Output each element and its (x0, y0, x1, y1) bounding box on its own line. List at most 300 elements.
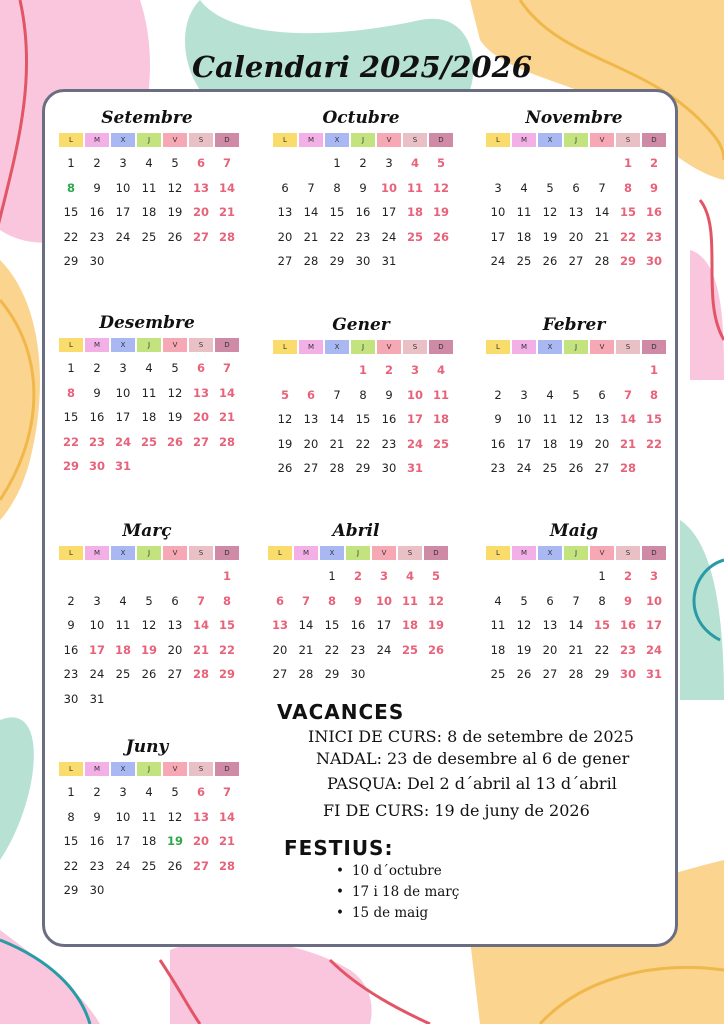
day-cell: 12 (516, 618, 532, 633)
empty-cell (538, 358, 562, 383)
day-cell: 25 (516, 254, 532, 269)
month-name: Setembre (101, 108, 193, 128)
day-cell: 22 (63, 858, 79, 873)
day-cell: 6 (306, 387, 315, 402)
day-cell: 28 (329, 461, 345, 476)
day-cell: 4 (546, 387, 554, 402)
day-cell: 27 (277, 254, 293, 269)
day-cell: 19 (277, 436, 293, 451)
day-cell: 14 (218, 385, 235, 400)
month-10 (59, 735, 235, 903)
day-cell: 7 (301, 593, 310, 608)
month-name: Abril (332, 521, 380, 541)
days-grid (59, 780, 235, 903)
day-cell: 26 (432, 229, 449, 244)
empty-cell (268, 564, 292, 589)
day-cell: 17 (115, 410, 131, 425)
empty-cell (137, 564, 161, 589)
day-cell: 13 (192, 180, 209, 195)
empty-cell (512, 151, 536, 176)
day-cell: 15 (593, 618, 610, 633)
day-cell: 9 (93, 809, 101, 824)
day-cell: 23 (381, 436, 397, 451)
day-cell: 25 (115, 667, 131, 682)
day-cell: 1 (328, 569, 336, 583)
day-cell: 21 (298, 642, 314, 657)
day-cell: 7 (222, 785, 231, 799)
day-cell: 29 (619, 254, 636, 269)
day-cell: 23 (63, 667, 79, 682)
day-cell: 4 (119, 593, 127, 608)
festiu-item: • 17 i 18 de març (336, 884, 459, 900)
day-cell: 29 (218, 667, 235, 682)
day-cell: 26 (167, 229, 183, 244)
empty-cell (486, 564, 510, 589)
day-cell: 27 (542, 667, 558, 682)
day-cell: 22 (619, 229, 636, 244)
day-cell: 24 (516, 461, 532, 476)
day-cell: 19 (568, 436, 584, 451)
day-cell: 17 (376, 618, 392, 633)
weekday-header: X (111, 762, 135, 776)
day-cell: 2 (67, 593, 75, 608)
day-cell: 16 (645, 205, 662, 220)
day-cell: 24 (490, 254, 506, 269)
day-cell: 31 (406, 461, 423, 476)
days-grid (59, 356, 235, 479)
day-cell: 28 (303, 254, 319, 269)
day-cell: 3 (410, 363, 419, 377)
empty-cell (273, 151, 297, 176)
weekday-header: L (59, 762, 83, 776)
weekday-header: D (642, 546, 666, 560)
day-cell: 28 (218, 858, 235, 873)
weekday-header: J (137, 133, 161, 147)
day-cell: 25 (406, 229, 423, 244)
weekday-header: V (163, 133, 187, 147)
day-cell: 20 (303, 436, 319, 451)
month-6 (486, 313, 662, 481)
vacances-heading: VACANCES (277, 700, 405, 724)
day-cell: 30 (355, 254, 371, 269)
weekday-header: X (320, 546, 344, 560)
day-cell: 5 (280, 387, 289, 402)
day-cell: 3 (379, 569, 388, 583)
day-cell: 1 (623, 156, 632, 170)
day-cell: 31 (89, 691, 105, 706)
day-cell: 2 (384, 363, 393, 377)
day-cell: 14 (329, 412, 345, 427)
day-cell: 15 (63, 410, 79, 425)
vacances-line-nadal: NADAL: 23 de desembre al 6 de gener (316, 749, 630, 768)
days-grid (59, 564, 235, 712)
weekday-header: M (85, 546, 109, 560)
day-cell: 4 (520, 180, 528, 195)
weekday-header: D (215, 133, 239, 147)
day-cell: 24 (114, 434, 131, 449)
day-cell: 4 (410, 156, 419, 170)
day-cell: 15 (355, 412, 371, 427)
day-cell: 1 (358, 363, 367, 377)
day-cell: 11 (406, 180, 423, 195)
day-cell: 21 (619, 436, 636, 451)
day-cell: 28 (218, 434, 235, 449)
day-cell: 17 (115, 834, 131, 849)
month-name: Febrer (542, 315, 606, 335)
day-cell: 31 (645, 667, 662, 682)
day-cell: 20 (542, 642, 558, 657)
day-cell: 12 (167, 180, 183, 195)
day-cell: 24 (645, 642, 662, 657)
weekday-header: X (325, 133, 349, 147)
day-cell: 27 (192, 229, 209, 244)
weekday-header: D (215, 546, 239, 560)
day-cell: 15 (324, 618, 340, 633)
day-cell: 8 (623, 180, 632, 195)
weekday-header: V (163, 546, 187, 560)
month-9 (486, 519, 662, 687)
weekday-header-row (268, 546, 444, 560)
day-cell: 19 (427, 618, 444, 633)
day-cell: 2 (623, 569, 632, 583)
day-cell: 27 (272, 667, 288, 682)
weekday-header: L (273, 340, 297, 354)
empty-cell (111, 564, 135, 589)
day-cell: 30 (350, 667, 366, 682)
month-4 (59, 311, 235, 479)
day-cell: 16 (89, 834, 105, 849)
day-cell: 10 (115, 385, 131, 400)
day-cell: 7 (333, 387, 341, 402)
weekday-header: S (403, 340, 427, 354)
day-cell: 1 (649, 363, 658, 377)
day-cell: 26 (427, 642, 444, 657)
weekday-header-row (486, 133, 662, 147)
day-cell: 19 (542, 229, 558, 244)
day-cell: 22 (594, 642, 610, 657)
day-cell: 29 (329, 254, 345, 269)
day-cell: 2 (353, 569, 362, 583)
day-cell: 14 (303, 205, 319, 220)
day-cell: 22 (324, 642, 340, 657)
empty-cell (85, 564, 109, 589)
weekday-header: S (189, 762, 213, 776)
empty-cell (538, 151, 562, 176)
weekday-header: M (299, 340, 323, 354)
empty-cell (294, 564, 318, 589)
day-cell: 9 (385, 387, 393, 402)
day-cell: 12 (277, 412, 293, 427)
weekday-header-row (59, 762, 235, 776)
empty-cell (325, 358, 349, 383)
day-cell: 7 (598, 180, 606, 195)
weekday-header-row (59, 546, 235, 560)
festiu-item: • 10 d´octubre (336, 863, 442, 879)
day-cell: 20 (192, 834, 209, 849)
day-cell: 9 (93, 180, 101, 195)
vacances-line-pasqua: PASQUA: Del 2 d´abril al 13 d´abril (327, 774, 617, 793)
weekday-header: X (111, 133, 135, 147)
day-cell: 17 (516, 436, 532, 451)
day-cell: 31 (114, 459, 131, 474)
day-cell: 9 (649, 180, 658, 195)
day-cell: 20 (594, 436, 610, 451)
day-cell: 8 (359, 387, 367, 402)
weekday-header: D (642, 133, 666, 147)
weekday-header-row (486, 340, 662, 354)
weekday-header: L (59, 338, 83, 352)
weekday-header: M (85, 338, 109, 352)
day-cell: 6 (281, 180, 289, 195)
day-cell: 20 (272, 642, 288, 657)
empty-cell (590, 151, 614, 176)
month-2 (273, 106, 449, 274)
weekday-header: X (111, 338, 135, 352)
day-cell: 18 (401, 618, 418, 633)
weekday-header: X (538, 133, 562, 147)
day-cell: 23 (355, 229, 371, 244)
day-cell: 8 (222, 593, 231, 608)
day-cell: 1 (333, 156, 341, 170)
day-cell: 31 (381, 254, 397, 269)
weekday-header: L (486, 546, 510, 560)
empty-cell (299, 151, 323, 176)
day-cell: 9 (623, 593, 632, 608)
weekday-header: J (564, 133, 588, 147)
day-cell: 2 (93, 156, 101, 170)
day-cell: 11 (516, 205, 532, 220)
day-cell: 4 (436, 363, 445, 377)
days-grid (486, 151, 662, 274)
day-cell: 21 (329, 436, 345, 451)
day-cell: 2 (93, 785, 101, 799)
weekday-header: S (189, 338, 213, 352)
weekday-header: S (616, 546, 640, 560)
day-cell: 21 (594, 229, 610, 244)
weekday-header: M (294, 546, 318, 560)
weekday-header: J (137, 546, 161, 560)
weekday-header: D (215, 338, 239, 352)
empty-cell (564, 151, 588, 176)
days-grid (268, 564, 444, 687)
day-cell: 16 (381, 412, 397, 427)
day-cell: 10 (115, 180, 131, 195)
day-cell: 19 (516, 642, 532, 657)
weekday-header-row (486, 546, 662, 560)
day-cell: 22 (645, 436, 662, 451)
day-cell: 23 (350, 642, 366, 657)
weekday-header: M (512, 340, 536, 354)
day-cell: 13 (542, 618, 558, 633)
day-cell: 5 (171, 785, 179, 799)
day-cell: 15 (329, 205, 345, 220)
day-cell: 9 (494, 412, 502, 427)
day-cell: 15 (63, 205, 79, 220)
weekday-header: S (398, 546, 422, 560)
day-cell: 30 (63, 691, 79, 706)
day-cell: 14 (218, 180, 235, 195)
day-cell: 13 (277, 205, 293, 220)
weekday-header: V (163, 338, 187, 352)
day-cell: 18 (141, 834, 157, 849)
day-cell: 6 (275, 593, 284, 608)
weekday-header: V (377, 340, 401, 354)
weekday-header: X (325, 340, 349, 354)
weekday-header: V (590, 133, 614, 147)
day-cell: 28 (218, 229, 235, 244)
day-cell: 17 (115, 205, 131, 220)
day-cell: 8 (67, 809, 75, 824)
day-cell: 12 (568, 412, 584, 427)
day-cell: 30 (88, 459, 105, 474)
day-cell: 9 (359, 180, 367, 195)
day-cell: 14 (298, 618, 314, 633)
empty-cell (564, 564, 588, 589)
day-cell: 10 (516, 412, 532, 427)
month-name: Novembre (525, 108, 623, 128)
days-grid (486, 564, 662, 687)
weekday-header-row (59, 133, 235, 147)
day-cell: 14 (192, 618, 209, 633)
days-grid (59, 151, 235, 274)
day-cell: 21 (218, 834, 235, 849)
day-cell: 28 (192, 667, 209, 682)
weekday-header: J (346, 546, 370, 560)
empty-cell (512, 564, 536, 589)
day-cell: 11 (141, 180, 157, 195)
weekday-header: M (85, 133, 109, 147)
day-cell: 10 (115, 809, 131, 824)
day-cell: 4 (405, 569, 414, 583)
empty-cell (616, 358, 640, 383)
day-cell: 24 (376, 642, 392, 657)
day-cell: 5 (431, 569, 440, 583)
day-cell: 20 (568, 229, 584, 244)
day-cell: 24 (381, 229, 397, 244)
month-name: Desembre (99, 313, 195, 333)
day-cell: 27 (192, 858, 209, 873)
day-cell: 25 (141, 229, 157, 244)
day-cell: 18 (141, 410, 157, 425)
day-cell: 10 (645, 593, 662, 608)
day-cell: 13 (271, 618, 288, 633)
day-cell: 4 (145, 785, 153, 799)
day-cell: 20 (277, 229, 293, 244)
day-cell: 2 (359, 156, 367, 170)
day-cell: 26 (141, 667, 157, 682)
day-cell: 4 (145, 156, 153, 170)
day-cell: 14 (218, 809, 235, 824)
day-cell: 27 (568, 254, 584, 269)
day-cell: 12 (427, 593, 444, 608)
day-cell: 29 (355, 461, 371, 476)
day-cell: 19 (432, 205, 449, 220)
weekday-header-row (273, 340, 449, 354)
day-cell: 18 (516, 229, 532, 244)
day-cell: 26 (167, 858, 183, 873)
day-cell: 25 (140, 434, 157, 449)
weekday-header: M (512, 133, 536, 147)
day-cell: 10 (490, 205, 506, 220)
day-cell: 28 (594, 254, 610, 269)
weekday-header: L (486, 133, 510, 147)
day-cell: 26 (516, 667, 532, 682)
day-cell: 24 (115, 229, 131, 244)
day-cell: 16 (63, 642, 79, 657)
day-cell: 12 (432, 180, 449, 195)
day-cell: 7 (623, 387, 632, 402)
day-cell: 8 (327, 593, 336, 608)
vacances-line-fi: FI DE CURS: 19 de juny de 2026 (323, 801, 590, 820)
days-grid (486, 358, 662, 481)
day-cell: 3 (93, 593, 101, 608)
day-cell: 12 (167, 809, 183, 824)
day-cell: 12 (141, 618, 157, 633)
day-cell: 29 (324, 667, 340, 682)
day-cell: 2 (494, 387, 502, 402)
weekday-header: J (564, 340, 588, 354)
day-cell: 4 (145, 361, 153, 375)
empty-cell (189, 564, 213, 589)
day-cell: 11 (141, 809, 157, 824)
days-grid (273, 151, 449, 274)
day-cell: 19 (167, 410, 183, 425)
day-cell: 6 (196, 361, 205, 375)
weekday-header: S (616, 340, 640, 354)
day-cell: 19 (166, 834, 183, 849)
weekday-header: X (538, 546, 562, 560)
month-name: Juny (125, 737, 169, 757)
day-cell: 6 (572, 180, 580, 195)
weekday-header: J (351, 340, 375, 354)
weekday-header: J (564, 546, 588, 560)
month-1 (59, 106, 235, 274)
day-cell: 30 (381, 461, 397, 476)
day-cell: 23 (88, 434, 105, 449)
weekday-header: S (189, 133, 213, 147)
weekday-header: V (163, 762, 187, 776)
day-cell: 7 (222, 361, 231, 375)
day-cell: 19 (140, 642, 157, 657)
day-cell: 14 (568, 618, 584, 633)
weekday-header: D (642, 340, 666, 354)
day-cell: 25 (432, 436, 449, 451)
day-cell: 23 (89, 229, 105, 244)
day-cell: 17 (490, 229, 506, 244)
day-cell: 28 (568, 667, 584, 682)
day-cell: 22 (63, 229, 79, 244)
day-cell: 16 (490, 436, 506, 451)
day-cell: 10 (89, 618, 105, 633)
day-cell: 10 (406, 387, 423, 402)
day-cell: 9 (67, 618, 75, 633)
month-name: Gener (332, 315, 390, 335)
weekday-header: L (486, 340, 510, 354)
day-cell: 28 (619, 461, 636, 476)
day-cell: 5 (520, 593, 528, 608)
weekday-header-row (273, 133, 449, 147)
day-cell: 1 (67, 785, 75, 799)
weekday-header: V (590, 340, 614, 354)
weekday-header: V (377, 133, 401, 147)
weekday-header: L (273, 133, 297, 147)
festiu-item: • 15 de maig (336, 905, 428, 921)
day-cell: 12 (167, 385, 183, 400)
day-cell: 29 (62, 459, 79, 474)
day-cell: 11 (490, 618, 506, 633)
month-3 (486, 106, 662, 274)
month-name: Març (122, 521, 172, 541)
